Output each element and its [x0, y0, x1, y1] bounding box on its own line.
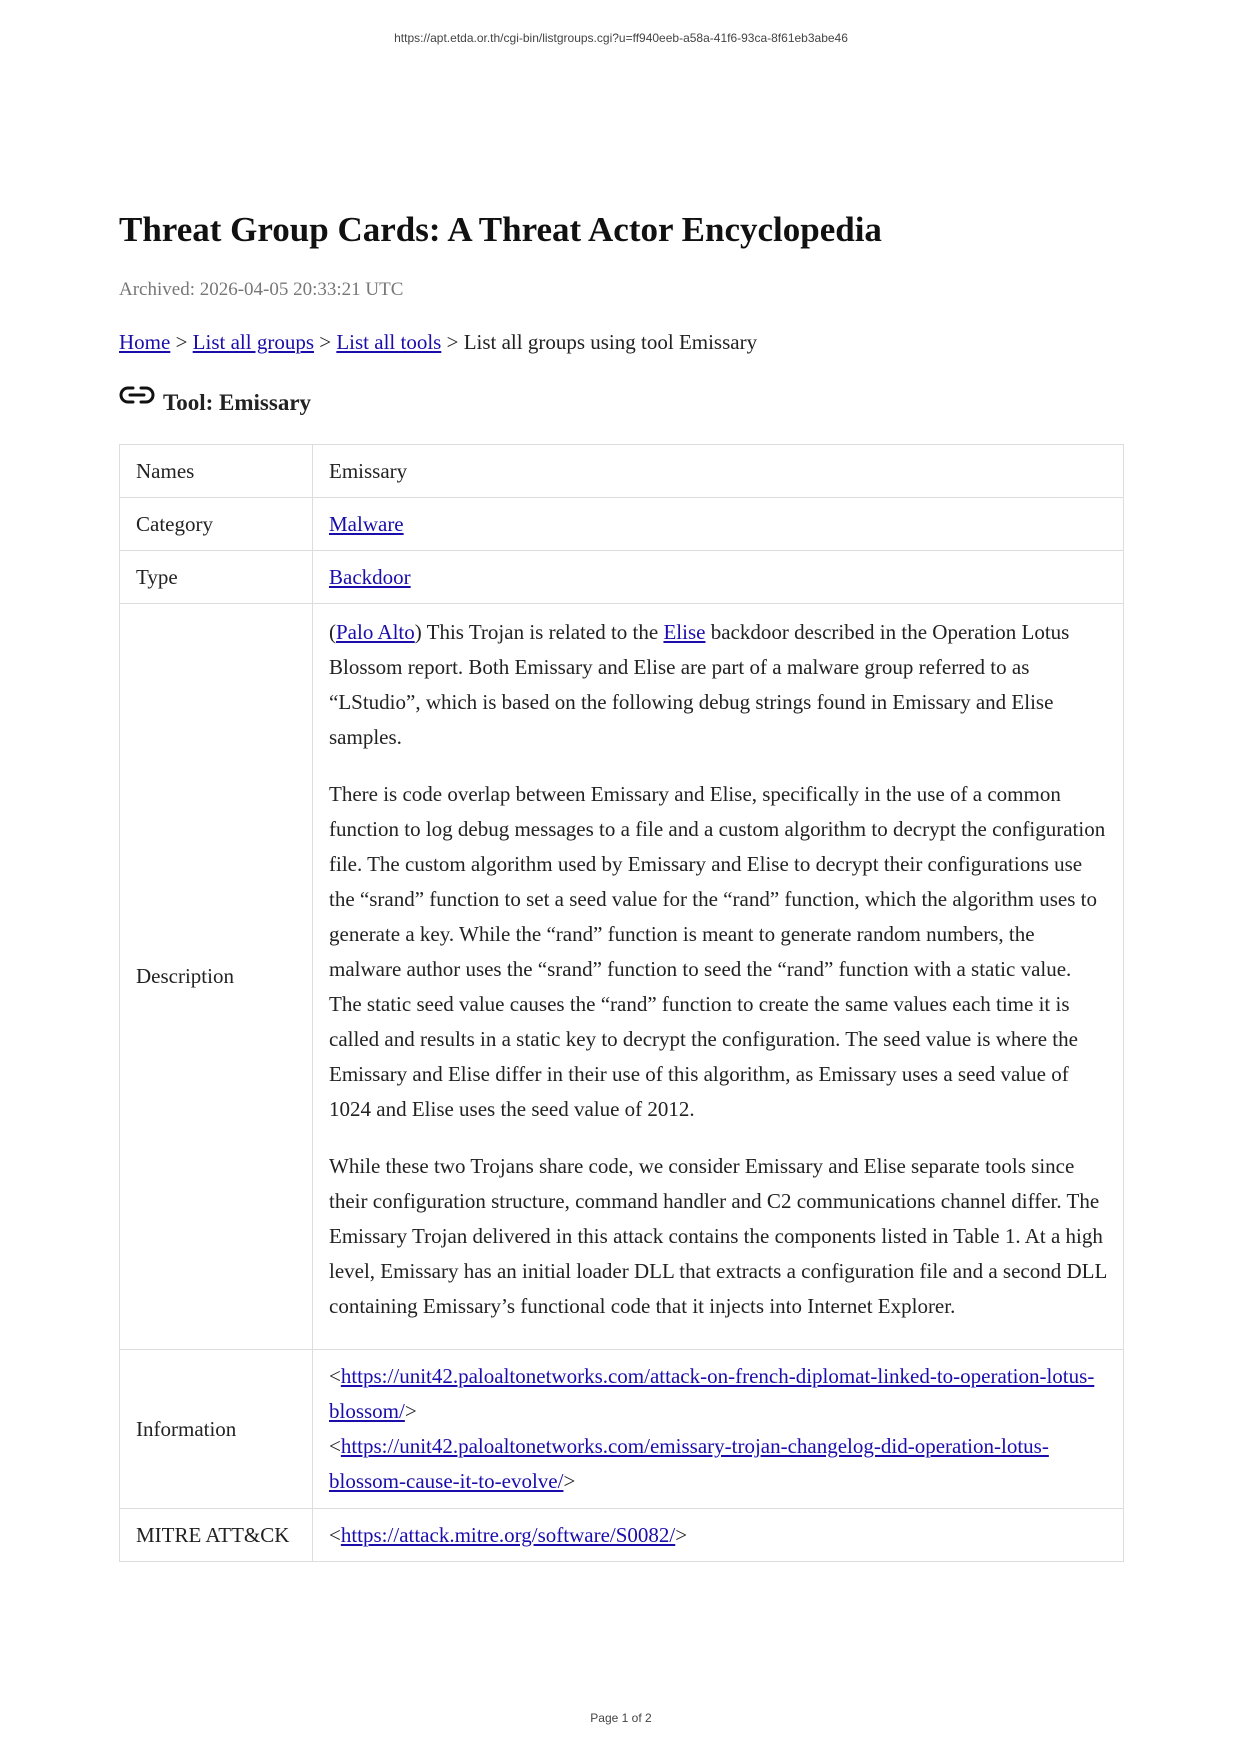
description-text: ) This Trojan is related to the: [414, 620, 664, 644]
mitre-value: [313, 1509, 1124, 1562]
category-link[interactable]: Malware: [329, 511, 404, 536]
description-value: [313, 604, 1124, 1350]
category-value: [313, 498, 1124, 551]
names-label: Names: [120, 445, 313, 498]
breadcrumb-home-link[interactable]: Home: [119, 330, 171, 354]
angle-open: <: [329, 1434, 341, 1458]
unit42-lotus-blossom-link[interactable]: https://unit42.paloaltonetworks.com/attack-on-french-diplomat-linked-to-operation-lotus-blossom/: [329, 1364, 1095, 1423]
type-label: Type: [120, 551, 313, 604]
category-label: Category: [120, 498, 313, 551]
page-number-footer: Page 1 of 2: [590, 1711, 652, 1725]
elise-link[interactable]: Elise: [663, 620, 706, 644]
angle-close: >: [675, 1522, 688, 1547]
description-paragraph: While these two Trojans share code, we consider Emissary and Elise separate tools since their configuration structure, command handler and C2 communications channel differ. The Emissary Trojan delivered in this attack contains the components listed in Table 1. At a high level, Emissary has an initial loader DLL that extracts a configuration file and a second DLL containing Emissary’s functional code that it injects into Internet Explorer.: [329, 1154, 1107, 1318]
information-label: Information: [120, 1350, 313, 1509]
main-content: [119, 210, 1123, 1562]
table-row-description: [120, 604, 1124, 1350]
angle-close: >: [563, 1469, 576, 1493]
page-url-header: https://apt.etda.or.th/cgi-bin/listgroups.cgi?u=ff940eeb-a58a-41f6-93ca-8f61eb3abe46: [394, 31, 848, 45]
description-label: Description: [120, 604, 313, 1350]
breadcrumb: [119, 328, 1123, 356]
type-link[interactable]: Backdoor: [329, 564, 411, 589]
link-icon: [119, 384, 155, 406]
tool-heading-text: Tool: Emissary: [163, 390, 312, 415]
description-paragraph: [329, 615, 1107, 755]
information-link-line: [329, 1359, 1107, 1429]
tool-heading: [119, 388, 1123, 418]
table-row-category: [120, 498, 1124, 551]
breadcrumb-current: List all groups using tool Emissary: [463, 330, 758, 354]
description-text: backdoor described in the Operation Lotus Blossom report. Both Emissary and Elise are part of a malware group referred to as “LStudio”, which is based on the following debug strings found in Emissary and Elise samples.: [329, 620, 1070, 749]
table-row-names: [120, 445, 1124, 498]
unit42-emissary-changelog-link[interactable]: https://unit42.paloaltonetworks.com/emissary-trojan-changelog-did-operation-lotus-blossom-cause-it-to-evolve/: [329, 1434, 1049, 1493]
page-title: Threat Group Cards: A Threat Actor Encyclopedia: [119, 210, 882, 249]
table-row-mitre: [120, 1509, 1124, 1562]
breadcrumb-tools-link[interactable]: List all tools: [336, 330, 442, 354]
description-paragraph: There is code overlap between Emissary and Elise, specifically in the use of a common function to log debug messages to a file and a custom algorithm to decrypt the configuration file. The custom algorithm used by Emissary and Elise to decrypt their configurations use the “srand” function to set a seed value for the “rand” function, which the algorithm uses to generate a key. While the “rand” function is meant to generate random numbers, the malware author uses the “srand” function to seed the “rand” function with a static value. The static seed value causes the “rand” function to create the same values each time it is called and results in a static key to decrypt the configuration. The seed value is where the Emissary and Elise differ in their use of this algorithm, as Emissary uses a seed value of 1024 and Elise uses the seed value of 2012.: [329, 782, 1106, 1121]
breadcrumb-separator: >: [314, 330, 337, 354]
type-value: [313, 551, 1124, 604]
breadcrumb-separator: >: [170, 330, 193, 354]
mitre-label: MITRE ATT&CK: [120, 1509, 313, 1562]
mitre-attack-link[interactable]: https://attack.mitre.org/software/S0082/: [340, 1522, 676, 1547]
information-link-line: [329, 1429, 1107, 1499]
angle-close: >: [404, 1399, 417, 1423]
table-row-type: [120, 551, 1124, 604]
breadcrumb-groups-link[interactable]: List all groups: [192, 330, 314, 354]
names-value: Emissary: [313, 445, 1124, 498]
tool-info-table: [119, 444, 1124, 1562]
palo-alto-link[interactable]: Palo Alto: [336, 620, 415, 644]
breadcrumb-separator: >: [441, 330, 464, 354]
paren-open: (: [329, 620, 336, 644]
angle-open: <: [329, 1364, 341, 1388]
angle-open: <: [329, 1522, 341, 1547]
table-row-information: [120, 1350, 1124, 1509]
information-value: [313, 1350, 1124, 1509]
archived-timestamp: Archived: 2026-04-05 20:33:21 UTC: [119, 279, 404, 300]
